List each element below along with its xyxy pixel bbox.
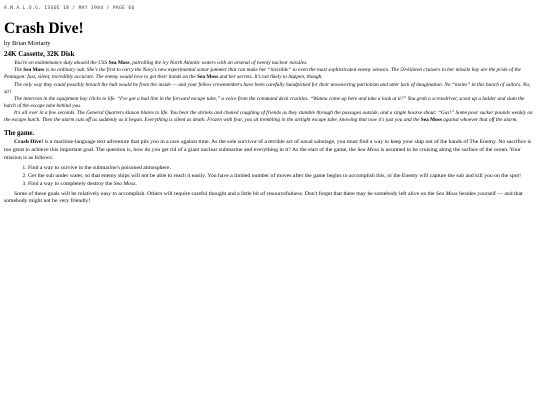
intro-text: The <box>14 67 24 74</box>
intro-text: and her secrets. It's not likely to happen, though. <box>218 74 323 81</box>
list-item <box>28 165 536 173</box>
closing-paragraph <box>4 191 536 207</box>
intro-paragraph <box>4 82 536 96</box>
game-paragraph <box>4 139 536 163</box>
ship-name: Sea Moss <box>108 60 130 67</box>
ship-name: Sea Moss <box>357 147 380 154</box>
list-item <box>28 173 536 181</box>
mission-list <box>4 165 536 189</box>
list-item-text: Find a way to completely destroy the <box>28 180 114 187</box>
ship-name: Sea Moss <box>420 117 442 124</box>
byline: by Brian Moriarty <box>4 39 51 47</box>
intro-text: The intercom in the equipment bay clicks to life. “I've got a bad line in the forward escape tube,” a voice from the command deck crackles. “Wanna come up here and take a look at it?” You grab a screwdriver, scoot up a ladder and slam the hatch of the escape tube behind you. <box>4 95 525 110</box>
intro-text: against whoever that off the alarm. <box>441 117 518 124</box>
list-item-text: Find a way to survive in the submarine's poisoned atmosphere. <box>28 165 171 172</box>
intro-paragraph <box>4 67 536 81</box>
ship-name: Sea Moss <box>436 190 458 197</box>
list-item-text: . <box>135 180 137 187</box>
game-name: Crash Dive! <box>14 139 44 146</box>
intro-text: The only way they could possibly breach the hull would be from the inside — and your fellow crewmembers have been carefully handpicked for their unwavering patriotism and utter lack of imagination. No “moles” in this bunch of sailors. No, sir! <box>4 81 531 95</box>
subtitle: 24K Cassette, 32K Disk <box>4 49 75 58</box>
body-text: besides yourself — and that somebody might not be very friendly! <box>4 190 523 205</box>
list-item-text: Get the sub under water, so that enemy ships will not be able to reach it easily. You have a limited number of moves after the game begins to accomplish this, or the Enemy will capture the sub and kill you on the spot! <box>28 172 521 179</box>
list-item <box>28 181 536 189</box>
ship-name: Sea Moss <box>23 67 45 74</box>
intro-text: is no ordinary sub. She's the first to carry the Navy's new experimental sonar-jammer that can make her “invisible” to even the most sophisticated enemy sensors. The 50-kiloton cruisers in her missile bay are the pride of the Pentagon: fast, silent, incredibly accurate. The enemy would love to get their hands on the <box>4 67 521 81</box>
ship-name: Sea Moss <box>197 74 219 81</box>
article-title: Crash Dive! <box>4 20 84 37</box>
page-header: A.N.A.L.O.G. ISSUE 18 / MAY 1984 / PAGE 66 <box>4 6 135 11</box>
intro-text: It's all over in a few seconds. The General Quarters klaxon blares to life. You hear the shrieks and choked coughing of friends as they stumble through the passages outside, and a single hoarse shout: “Gas!” Some poor sucker pounds weakly on the escape hatch. Then the alarm cuts off as suddenly as it began. Everything is silent as death. Frozen with fear, you sit trembling in the airtight escape tube, knowing that now it's just you and the <box>4 110 533 124</box>
body-text: is assumed to be cruising along the surface of the ocean. Your mission is as follows: <box>4 147 521 162</box>
intro-section <box>4 60 536 124</box>
section-heading: The game. <box>4 130 35 138</box>
ship-name: Sea Moss <box>113 180 136 187</box>
intro-paragraph <box>4 110 536 124</box>
body-text: Some of these goals will be relatively easy to accomplish. Others will require careful thought and a little bit of resourcefulness. Don't forget that there may be somebody left alive on the <box>14 190 436 197</box>
body-text: is a machine-language text adventure that pits you in a race against time. As the sole survivor of a terrible act of naval sabotage, you must find a way to keep your ship out of the hands of The Enemy. No sacrifice is too great to achieve this important goal. The question is, how do you get rid of a giant nuclear submarine and everything in it? As the start of the game, the <box>4 139 532 154</box>
intro-paragraph <box>4 96 536 110</box>
intro-text: , patrolling the icy North Atlantic waters with an arsenal of twenty nuclear missiles. <box>129 60 308 67</box>
intro-text: You're on maintenance duty aboard the USS <box>14 60 109 67</box>
